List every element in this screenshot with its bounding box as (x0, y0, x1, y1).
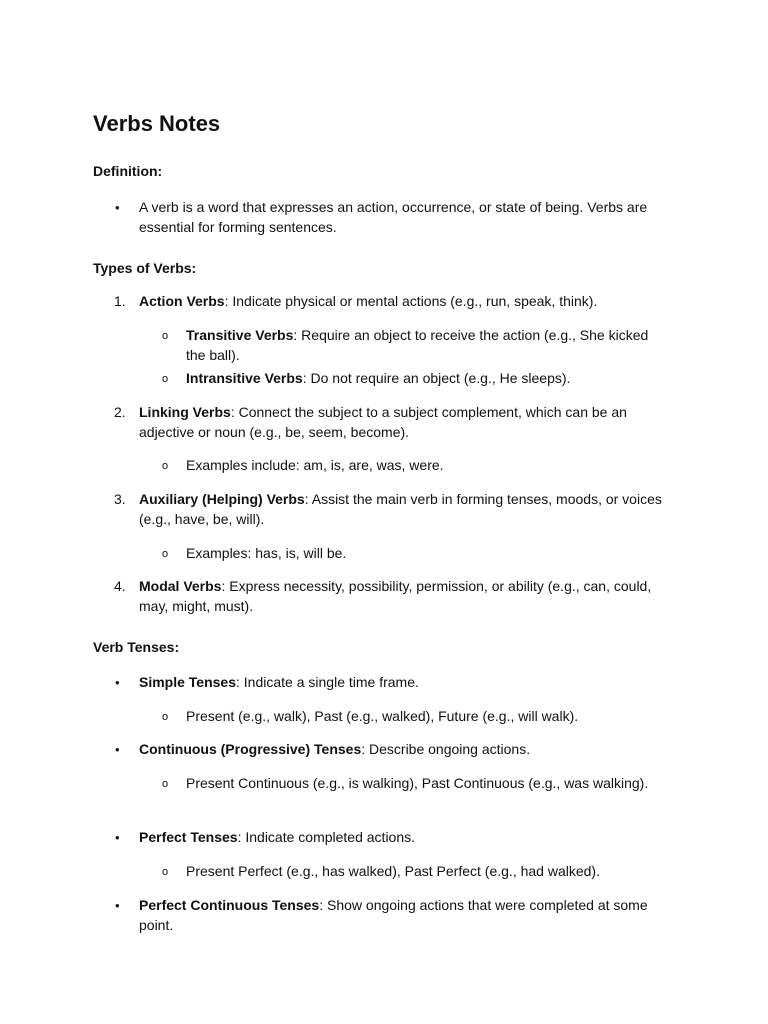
sub-item-transitive (186, 326, 656, 365)
term: Simple Tenses (139, 674, 237, 690)
list-number: 2. (114, 404, 126, 420)
bullet-marker: • (115, 675, 120, 690)
sub-bullet-marker: o (162, 711, 169, 723)
description: : Describe ongoing actions. (361, 741, 531, 757)
description: : Indicate physical or mental actions (e.g., run, speak, think). (224, 293, 598, 309)
definition-text: A verb is a word that expresses an action, occurrence, or state of being. Verbs are essential for forming sentences. (139, 199, 648, 235)
term: Action Verbs (139, 293, 225, 309)
sub-item-intransitive (186, 369, 656, 389)
description: : Connect the subject to a subject complement, which can be an adjective or noun (e.g., be, seem, become). (139, 404, 627, 440)
description: : Show ongoing actions that were completed at some point. (139, 897, 648, 933)
sub-bullet-marker: o (162, 866, 169, 878)
description: : Indicate a single time frame. (236, 674, 419, 690)
description: : Require an object to receive the action (e.g., She kicked the ball). (186, 327, 649, 363)
description: : Express necessity, possibility, permission, or ability (e.g., can, could, may, might, must). (139, 578, 652, 614)
term: Linking Verbs (139, 404, 231, 420)
sub-bullet-marker: o (162, 373, 169, 385)
list-item-simple-tenses (139, 673, 684, 693)
page-title: Verbs Notes (93, 111, 221, 136)
sub-item-simple-examples: Present (e.g., walk), Past (e.g., walked), Future (e.g., will walk). (186, 708, 579, 724)
term: Auxiliary (Helping) Verbs (139, 491, 305, 507)
sub-item-linking-examples: Examples include: am, is, are, was, were. (186, 457, 444, 473)
sub-bullet-marker: o (162, 460, 169, 472)
sub-bullet-marker: o (162, 548, 169, 560)
sub-bullet-marker: o (162, 330, 169, 342)
types-heading: Types of Verbs: (93, 260, 197, 276)
term: Transitive Verbs (186, 327, 294, 343)
sub-item-continuous-examples: Present Continuous (e.g., is walking), Past Continuous (e.g., was walking). (186, 775, 649, 791)
term: Modal Verbs (139, 578, 222, 594)
bullet-marker: • (115, 742, 120, 757)
description: : Do not require an object (e.g., He sleeps). (302, 370, 571, 386)
sub-item-perfect-examples: Present Perfect (e.g., has walked), Past Perfect (e.g., had walked). (186, 863, 600, 879)
term: Perfect Tenses (139, 829, 238, 845)
definition-heading: Definition: (93, 163, 163, 179)
list-item-action-verbs (139, 292, 684, 312)
list-item-modal-verbs (139, 577, 684, 616)
list-item-linking-verbs (139, 403, 684, 442)
list-number: 4. (114, 578, 126, 594)
list-item-perfect-tenses (139, 828, 684, 848)
bullet-marker: • (115, 830, 120, 845)
list-item-auxiliary-verbs (139, 490, 684, 529)
description: : Assist the main verb in forming tenses, moods, or voices (e.g., have, be, will). (139, 491, 662, 527)
term: Perfect Continuous Tenses (139, 897, 320, 913)
term: Intransitive Verbs (186, 370, 303, 386)
description: : Indicate completed actions. (237, 829, 416, 845)
list-item-perfect-continuous-tenses (139, 896, 684, 935)
list-number: 3. (114, 491, 126, 507)
tenses-heading: Verb Tenses: (93, 639, 180, 655)
bullet-marker: • (115, 200, 120, 215)
list-item-continuous-tenses (139, 740, 684, 760)
term: Continuous (Progressive) Tenses (139, 741, 362, 757)
sub-item-auxiliary-examples: Examples: has, is, will be. (186, 545, 347, 561)
sub-bullet-marker: o (162, 778, 169, 790)
bullet-marker: • (115, 898, 120, 913)
list-number: 1. (114, 293, 126, 309)
